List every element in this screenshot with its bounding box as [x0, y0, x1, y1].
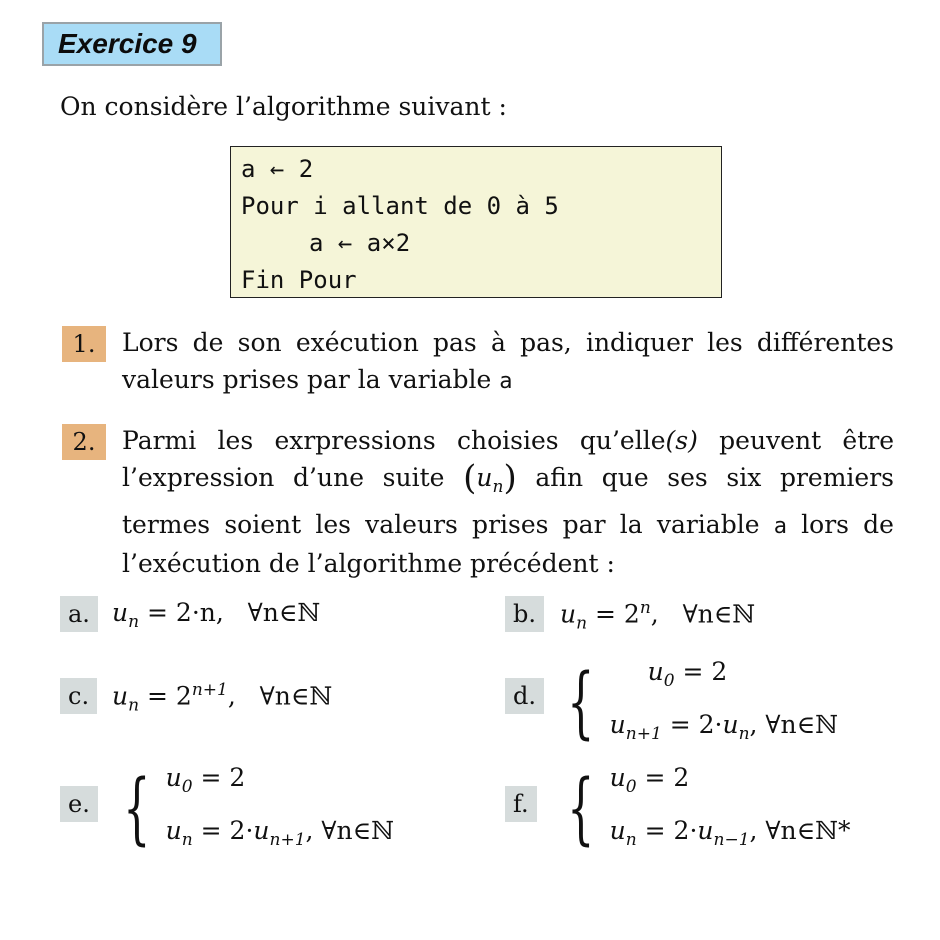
option-c-expression [112, 680, 332, 715]
option-b-expression [560, 598, 755, 633]
question-2-part1: Parmi les exrpressions choisies qu’elle [122, 426, 666, 455]
u-symbol: u [722, 710, 739, 739]
option-f-system [556, 756, 850, 862]
system-line-1 [610, 756, 851, 809]
paren-close: ) [503, 458, 517, 498]
rhs: = 2· [192, 816, 254, 845]
rhs-tail: , [650, 599, 659, 629]
rhs: = 2· [661, 710, 723, 739]
algorithm-line: Pour i allant de 0 à 5 [241, 192, 559, 220]
algorithm-line: Fin Pour [241, 266, 357, 294]
u-symbol: u [697, 816, 714, 845]
rhs: = 2 [636, 763, 690, 792]
domain: , ∀n∈ℕ [749, 710, 838, 739]
u-symbol: u [253, 816, 270, 845]
paren-s: (s) [665, 426, 698, 455]
sequence-subscript: n [492, 477, 504, 497]
variable-a: a [499, 369, 513, 394]
domain: , ∀n∈ℕ [305, 816, 394, 845]
subscript: n [625, 830, 637, 850]
subscript: 0 [625, 777, 637, 797]
subscript: n+1 [625, 724, 662, 744]
question-2-text [122, 422, 894, 582]
domain: ∀n∈ℕ [247, 598, 321, 627]
rhs: = 2· [636, 816, 698, 845]
u-symbol: u [112, 681, 129, 711]
system-lines [610, 650, 838, 756]
domain: , ∀n∈ℕ* [749, 816, 851, 845]
superscript: n+1 [191, 680, 228, 700]
intro-text: On considère l’algorithme suivant : [60, 92, 507, 121]
rhs: = 2 [674, 657, 728, 686]
rhs: = 2 [595, 599, 640, 629]
system-line-2 [166, 809, 394, 862]
system-lines [166, 756, 394, 862]
u-symbol: u [165, 816, 182, 845]
domain: ∀n∈ℕ [682, 599, 756, 629]
u-symbol: u [647, 657, 664, 686]
option-label-b: b. [505, 596, 544, 632]
option-label-f: f. [505, 786, 537, 822]
system-lines [610, 756, 851, 862]
question-number: 1. [62, 326, 106, 362]
brace-icon: { [567, 764, 595, 854]
algorithm-box [230, 146, 722, 298]
u-symbol: u [609, 816, 626, 845]
sequence-u: u [476, 463, 493, 492]
subscript: n [128, 612, 140, 632]
rhs-tail: , [227, 681, 236, 711]
question-2-part3: afin que ses six premiers termes soient les valeurs prises par la variable [122, 463, 895, 539]
brace-icon: { [567, 658, 595, 748]
u-symbol: u [112, 598, 129, 627]
variable-a: a [773, 514, 787, 539]
subscript: 0 [181, 777, 193, 797]
question-2-part2: peuvent être l’expression d’une suite [122, 426, 894, 492]
question-1-body: Lors de son exécution pas à pas, indiquer les différentes valeurs prises par la variable [122, 328, 894, 394]
u-symbol: u [609, 710, 626, 739]
option-label-d: d. [505, 678, 544, 714]
system-line-1 [166, 756, 394, 809]
subscript: 0 [663, 671, 675, 691]
question-1-text [122, 324, 894, 400]
subscript: n−1 [713, 830, 750, 850]
option-d-system [556, 650, 838, 756]
exercise-title: Exercice 9 [42, 22, 222, 66]
domain: ∀n∈ℕ [259, 681, 333, 711]
brace-icon: { [123, 764, 151, 854]
paren-open: ( [463, 458, 477, 498]
rhs: = 2 [147, 681, 192, 711]
rhs: = 2 [192, 763, 246, 792]
subscript: n+1 [269, 830, 306, 850]
option-label-e: e. [60, 786, 98, 822]
question-2-part4: lors de l’exécution de l’algorithme précédent : [122, 510, 894, 578]
rhs: = 2·n, [147, 598, 224, 627]
superscript: n [639, 598, 651, 618]
option-e-system [112, 756, 394, 862]
option-label-a: a. [60, 596, 98, 632]
subscript: n [738, 724, 750, 744]
subscript: n [128, 695, 140, 716]
algorithm-line: a ← 2 [241, 155, 314, 183]
u-symbol: u [165, 763, 182, 792]
subscript: n [576, 613, 588, 634]
system-line-1 [610, 650, 838, 703]
system-line-2 [610, 809, 851, 862]
subscript: n [181, 830, 193, 850]
option-label-c: c. [60, 678, 97, 714]
option-a-expression [112, 598, 320, 632]
question-number: 2. [62, 424, 106, 460]
algorithm-line: a ← a×2 [309, 229, 411, 257]
u-symbol: u [609, 763, 626, 792]
u-symbol: u [560, 599, 577, 629]
system-line-2 [610, 703, 838, 756]
